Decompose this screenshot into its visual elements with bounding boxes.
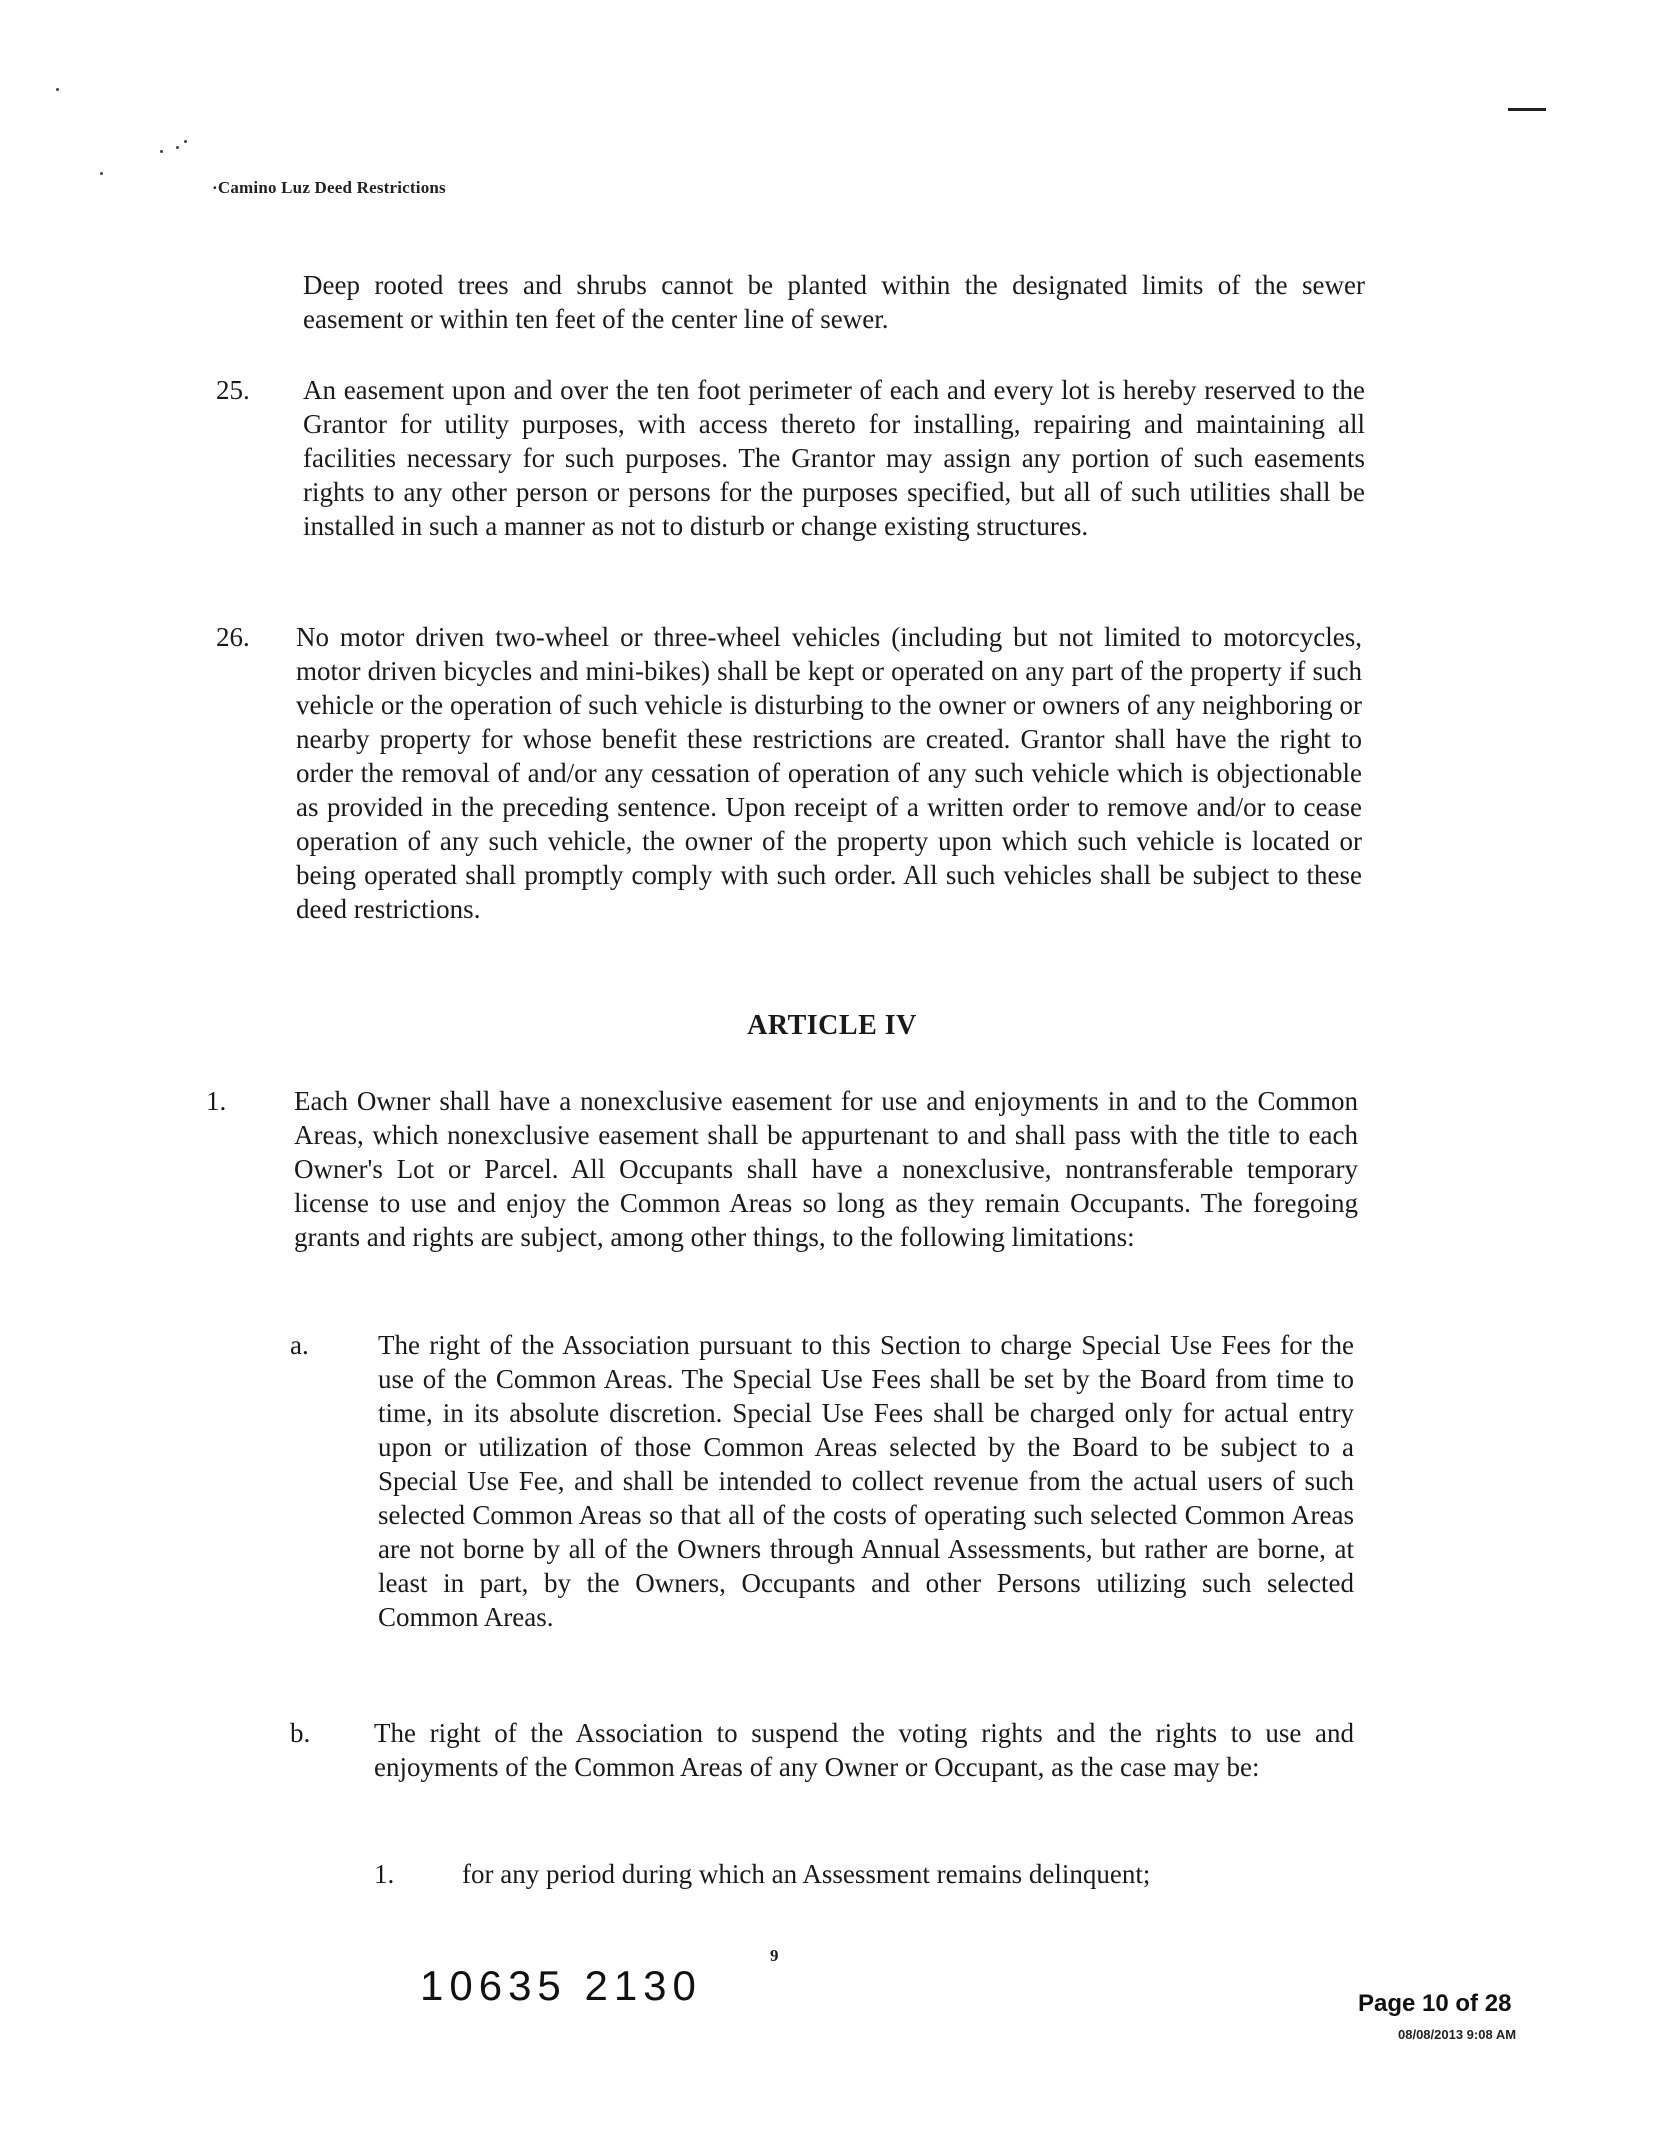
item-number: 26. [216,622,250,652]
paragraph-25: An easement upon and over the ten foot perimeter of each and every lot is hereby reserved to the Grantor for utility purposes, with access thereto for installing, repairing and maintaining all facilities necessary for such purposes. The Grantor may assign any portion of such easements rights to any other person or persons for the purposes specified, but all of such utilities shall be installed in such a manner as not to disturb or change existing structures. [303,375,1365,541]
scan-speck [184,140,187,143]
article-subsection-b-1: for any period during which an Assessment remains delinquent; [462,1859,1151,1889]
document-header: ·Camino Luz Deed Restrictions [212,178,446,197]
page-counter: Page 10 of 28 [1358,1990,1512,2017]
item-number: 1. [374,1859,395,1889]
scan-speck [100,172,103,175]
paragraph-24-continued: Deep rooted trees and shrubs cannot be planted within the designated limits of the sewer easement or within ten feet of the center line of sewer. [303,270,1365,334]
article-subsection-a: The right of the Association pursuant to this Section to charge Special Use Fees for the use of the Common Areas. The Special Use Fees shall be set by the Board from time to time, in its absolute discretion. Special Use Fees shall be charged only for actual entry upon or utilization of those Common Areas selected by the Board to be subject to a Special Use Fee, and shall be intended to collect revenue from the actual users of such selected Common Areas so that all of the costs of operating such selected Common Areas are not borne by all of the Owners through Annual Assessments, but rather are borne, at least in part, by the Owners, Occupants and other Persons utilizing such selected Common Areas. [378,1330,1354,1632]
scan-speck [56,88,59,91]
article-heading: ARTICLE IV [747,1010,917,1041]
paragraph-26: No motor driven two-wheel or three-wheel vehicles (including but not limited to motorcycles, motor driven bicycles and mini-bikes) shall be kept or operated on any part of the property if such vehicle or the operation of such vehicle is disturbing to the owner or owners of any neighboring or nearby property for whose benefit these restrictions are created. Grantor shall have the right to order the removal of and/or any cessation of operation of any such vehicle which is objectionable as provided in the preceding sentence. Upon receipt of a written order to remove and/or to cease operation of any such vehicle, the owner of the property upon which such vehicle is located or being operated shall promptly comply with such order. All such vehicles shall be subject to these deed restrictions. [296,622,1362,924]
item-letter: a. [290,1330,309,1360]
scan-speck [176,146,179,149]
page-number: 9 [770,1946,779,1965]
item-number: 25. [216,375,250,405]
article-subsection-b: The right of the Association to suspend the voting rights and the rights to use and enjoyments of the Common Areas of any Owner or Occupant, as the case may be: [374,1718,1354,1782]
corner-dash-mark [1508,108,1546,111]
item-number: 1. [206,1086,227,1116]
print-timestamp: 08/08/2013 9:08 AM [1398,2027,1517,2042]
recording-stamp: 10635 2130 [420,1962,702,2009]
item-letter: b. [290,1718,311,1748]
article-section-1: Each Owner shall have a nonexclusive easement for use and enjoyments in and to the Common Areas, which nonexclusive easement shall be appurtenant to and shall pass with the title to each Owner's Lot or Parcel. All Occupants shall have a nonexclusive, nontransferable temporary license to use and enjoy the Common Areas so long as they remain Occupants. The foregoing grants and rights are subject, among other things, to the following limitations: [294,1086,1358,1252]
scan-speck [160,150,163,153]
